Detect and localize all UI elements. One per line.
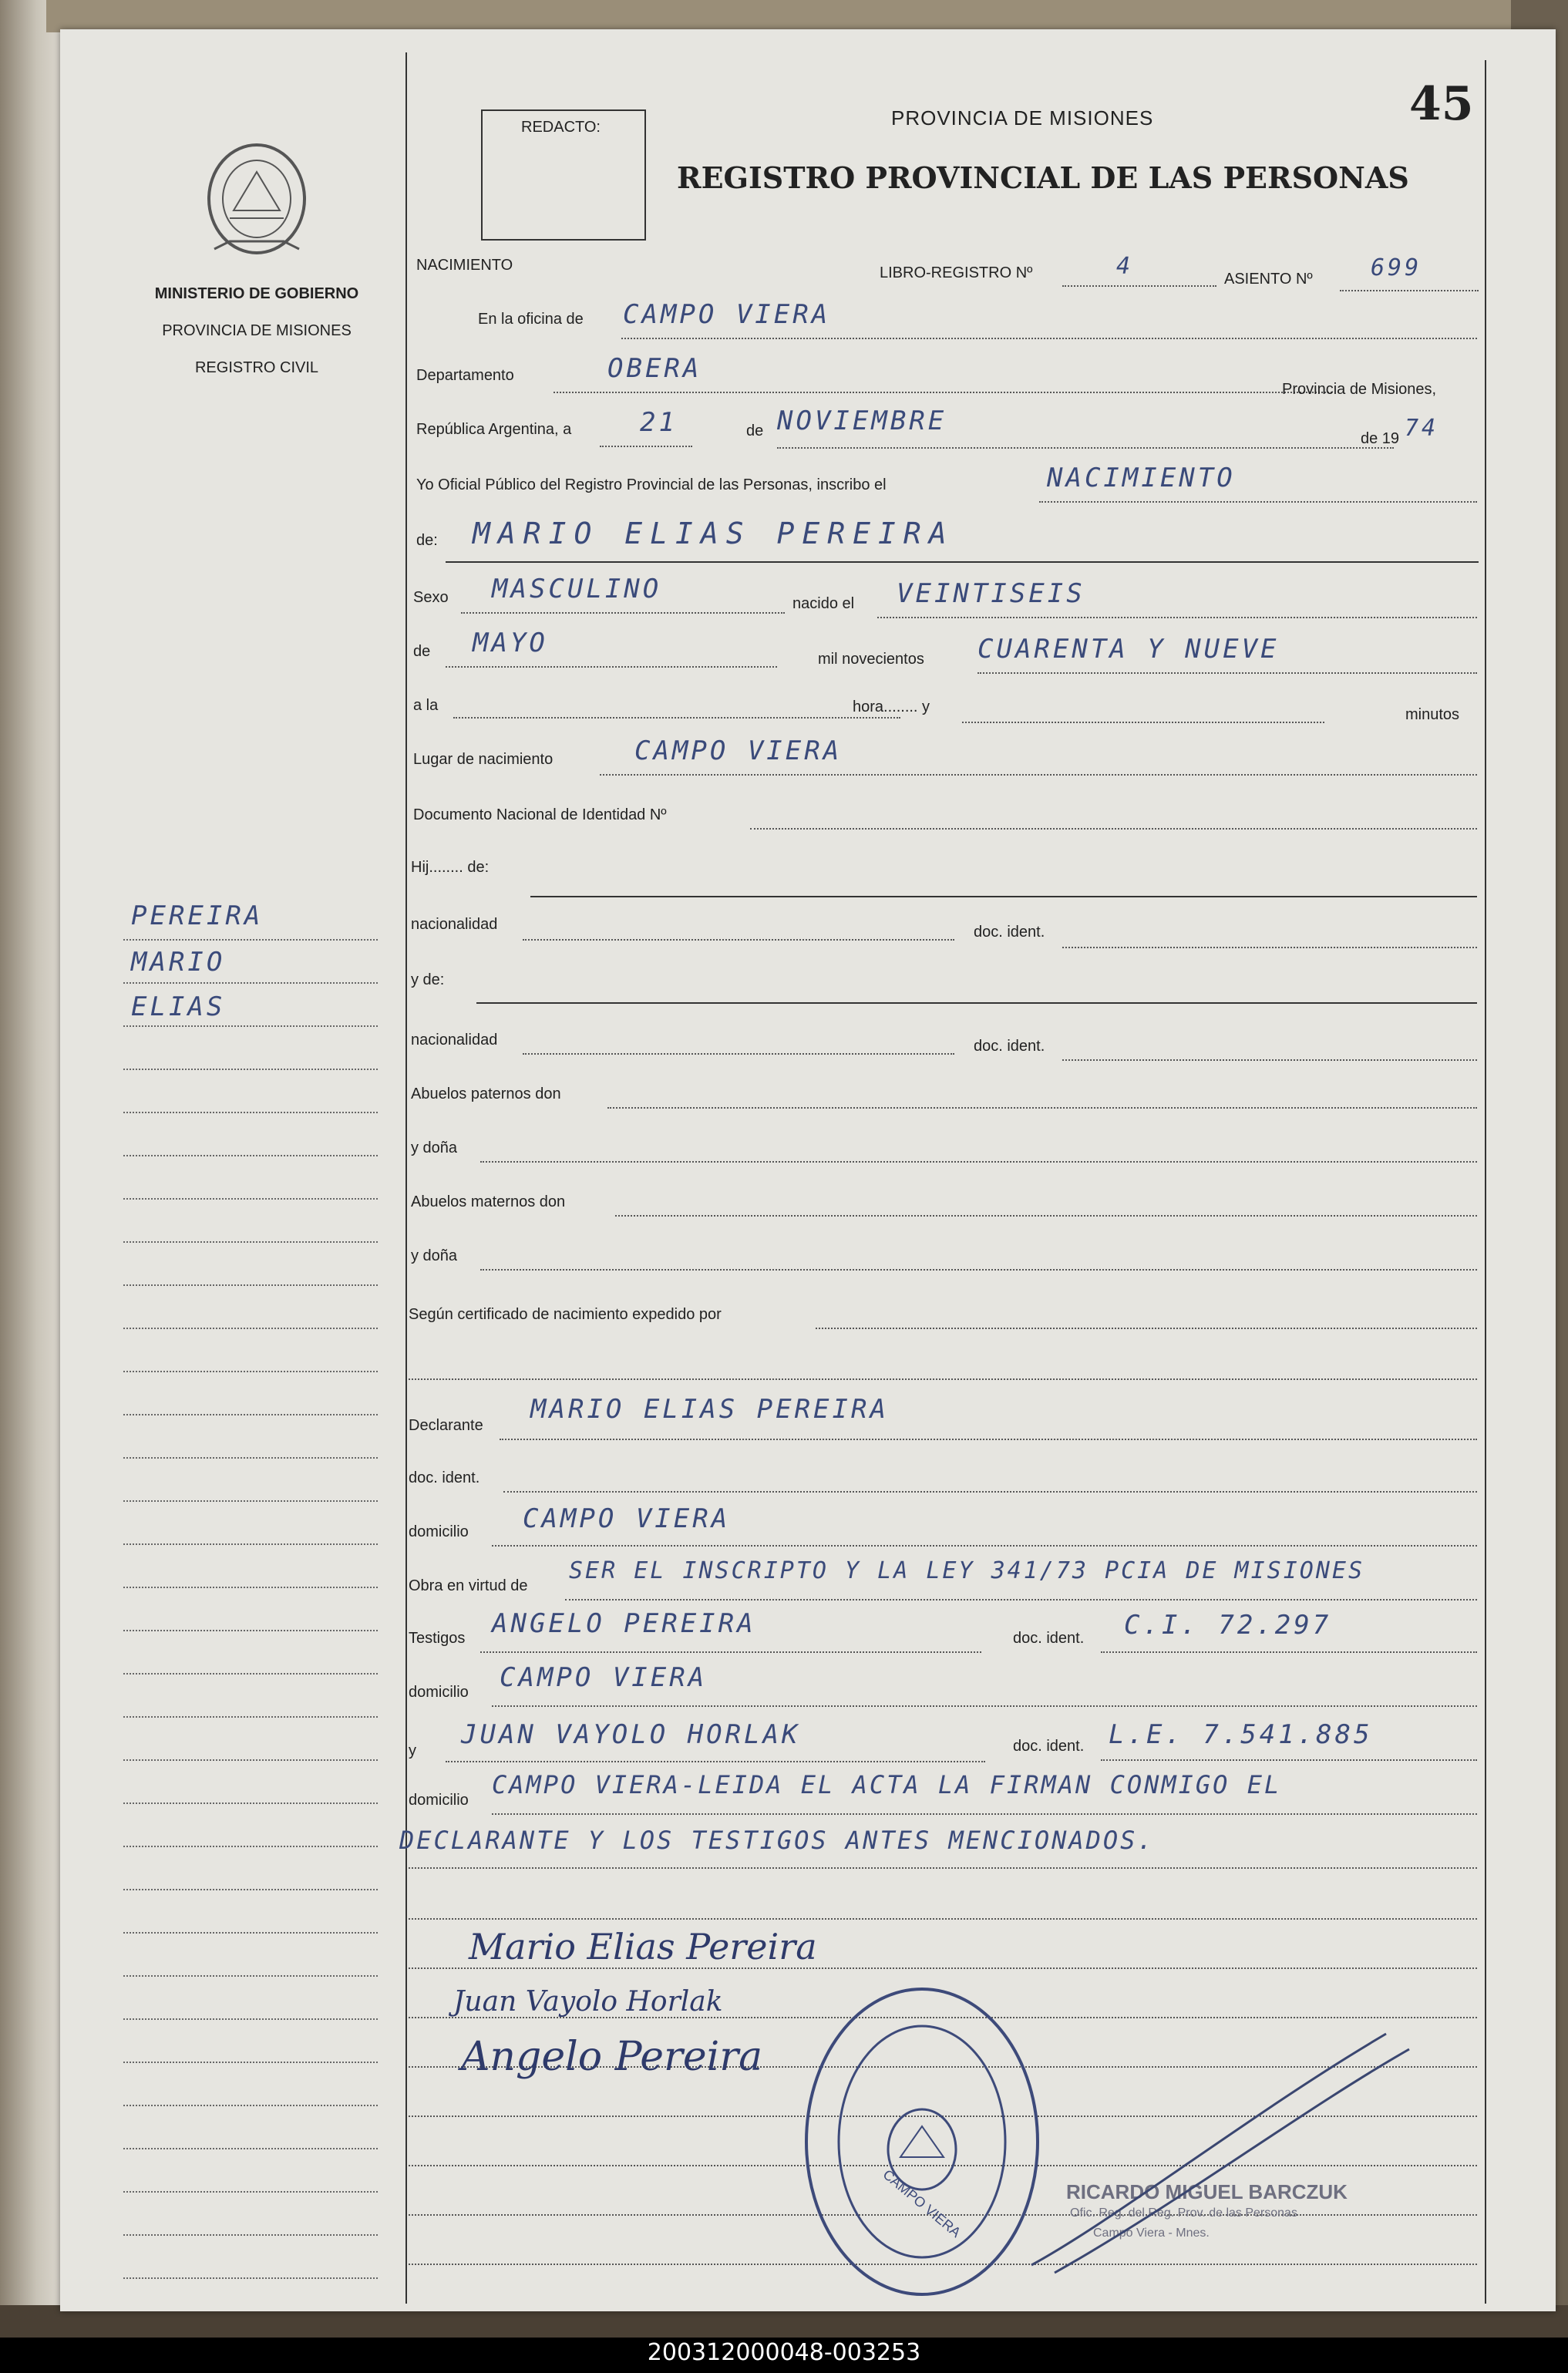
testigo2-doc-label: doc. ident. — [1013, 1738, 1085, 1755]
nacido-value: VEINTISEIS — [897, 578, 1085, 609]
obra-label: Obra en virtud de — [409, 1577, 528, 1594]
libro-value: 4 — [1116, 253, 1134, 280]
margin-ruled-line — [123, 2234, 378, 2236]
domicilio1-label: domicilio — [409, 1523, 469, 1540]
testigos-label: Testigos — [409, 1630, 466, 1647]
testigo1-doc: C.I. 72.297 — [1124, 1610, 1332, 1641]
margin-ruled-line — [123, 1414, 378, 1415]
domicilio3-label: domicilio — [409, 1792, 469, 1809]
official-title: Ofic. Reg. del Reg. Prov. de las Personas — [1070, 2206, 1297, 2220]
dia-value: 21 — [640, 407, 678, 438]
mes-value: NOVIEMBRE — [777, 406, 947, 436]
hij-label: Hij........ de: — [411, 859, 490, 876]
de2-label: de: — [416, 532, 438, 549]
lugar-value: CAMPO VIERA — [634, 735, 843, 766]
margin-ruled-line — [123, 1716, 378, 1718]
nacido-label: nacido el — [792, 595, 855, 612]
continuation-value: DECLARANTE Y LOS TESTIGOS ANTES MENCIONADOS. — [399, 1826, 1155, 1855]
margin-ruled-line — [123, 2105, 378, 2106]
margin-ruled-line — [123, 1975, 378, 1977]
signature-ruled-line — [409, 1967, 1477, 1969]
testigo2-value: JUAN VAYOLO HORLAK — [461, 1719, 801, 1750]
ministry-label: MINISTERIO DE GOBIERNO — [154, 285, 359, 302]
anio-nac-value: CUARENTA Y NUEVE — [977, 634, 1280, 665]
margin-ruled-line — [123, 1198, 378, 1200]
margin-ruled-line — [123, 1802, 378, 1804]
margin-ruled-line — [123, 1500, 378, 1502]
mil-label: mil novecientos — [818, 651, 924, 668]
obra-value: SER EL INSCRIPTO Y LA LEY 341/73 PCIA DE MISIONES — [569, 1557, 1365, 1584]
margin-ruled-line — [123, 1025, 378, 1027]
official-seal — [799, 1980, 1045, 2304]
ydona1-label: y doña — [411, 1139, 458, 1156]
docident1-label: doc. ident. — [974, 924, 1045, 941]
margin-ruled-line — [123, 1284, 378, 1286]
libro-label: LIBRO-REGISTRO Nº — [880, 264, 1033, 281]
registry-title: REGISTRO PROVINCIAL DE LAS PERSONAS — [677, 160, 1409, 195]
docident3-label: doc. ident. — [409, 1469, 480, 1486]
dni-label: Documento Nacional de Identidad Nº — [413, 806, 667, 823]
nacionalidad1-label: nacionalidad — [411, 916, 498, 933]
margin-ruled-line — [123, 1759, 378, 1761]
sexo-value: MASCULINO — [492, 574, 662, 604]
declarante-value: MARIO ELIAS PEREIRA — [530, 1394, 889, 1425]
margin-name-second: ELIAS — [131, 991, 226, 1022]
margin-ruled-line — [123, 1543, 378, 1545]
asiento-label: ASIENTO Nº — [1224, 271, 1313, 288]
margin-ruled-line — [123, 2062, 378, 2063]
image-caption: 200312000048-003253 — [647, 2339, 921, 2366]
abuelos-mat-label: Abuelos maternos don — [411, 1193, 566, 1210]
abuelos-pat-label: Abuelos paternos don — [411, 1086, 561, 1102]
republica-label: República Argentina, a — [416, 421, 572, 438]
docident2-label: doc. ident. — [974, 1038, 1045, 1055]
margin-ruled-line — [123, 1457, 378, 1459]
de3-label: de — [413, 643, 431, 660]
testigo2-doc: L.E. 7.541.885 — [1109, 1719, 1373, 1750]
testigo1-doc-label: doc. ident. — [1013, 1630, 1085, 1647]
asiento-value: 699 — [1371, 254, 1422, 281]
province-label-left: PROVINCIA DE MISIONES — [162, 322, 352, 339]
official-signature — [1024, 2018, 1425, 2280]
margin-ruled-line — [123, 939, 378, 941]
sexo-label: Sexo — [413, 589, 449, 606]
departamento-value: OBERA — [607, 353, 702, 384]
domicilio2-label: domicilio — [409, 1684, 469, 1701]
oficial-label: Yo Oficial Público del Registro Provincial de las Personas, inscribo el — [416, 476, 887, 493]
anio-value: 74 — [1405, 415, 1439, 442]
signature-ruled-line — [409, 1918, 1477, 1920]
margin-ruled-line — [123, 2148, 378, 2149]
redacto-label: REDACTO: — [521, 119, 601, 136]
margin-ruled-line — [123, 1155, 378, 1156]
margin-ruled-line — [123, 1371, 378, 1372]
testigo1-value: ANGELO PEREIRA — [492, 1608, 756, 1639]
margin-ruled-line — [123, 1241, 378, 1243]
domicilio1-value: CAMPO VIERA — [523, 1503, 731, 1534]
ala-label: a la — [413, 697, 439, 714]
oficina-value: CAMPO VIERA — [623, 299, 831, 330]
book-spine — [0, 0, 62, 2336]
margin-ruled-line — [123, 1328, 378, 1329]
margin-ruled-line — [123, 1587, 378, 1588]
domicilio2-value: CAMPO VIERA — [500, 1662, 708, 1693]
official-name: RICARDO MIGUEL BARCZUK — [1066, 2180, 1348, 2203]
yde-label: y de: — [411, 971, 445, 988]
right-margin-rule — [1485, 60, 1486, 2304]
official-place: Campo Viera - Mnes. — [1093, 2227, 1210, 2240]
certificado-label: Según certificado de nacimiento expedido por — [409, 1306, 722, 1323]
page-number: 45 — [1409, 77, 1474, 131]
nacionalidad2-label: nacionalidad — [411, 1032, 498, 1048]
y-label: y — [409, 1742, 416, 1759]
margin-ruled-line — [123, 1889, 378, 1890]
margin-ruled-line — [123, 1112, 378, 1113]
province-seal-icon — [199, 141, 315, 264]
nacimiento-label: NACIMIENTO — [416, 257, 513, 274]
margin-ruled-line — [123, 1630, 378, 1631]
margin-ruled-line — [123, 2277, 378, 2279]
oficial-value: NACIMIENTO — [1047, 463, 1236, 493]
registry-label-left: REGISTRO CIVIL — [194, 359, 319, 376]
oficina-label: En la oficina de — [478, 311, 584, 328]
margin-ruled-line — [123, 2191, 378, 2193]
margin-ruled-line — [123, 2018, 378, 2020]
margin-ruled-line — [123, 982, 378, 984]
mes-nac-value: MAYO — [473, 628, 548, 658]
minutos-label: minutos — [1405, 706, 1460, 723]
margin-name-surname: PEREIRA — [131, 900, 264, 931]
margin-ruled-line — [123, 1673, 378, 1675]
domicilio3-value: CAMPO VIERA-LEIDA EL ACTA LA FIRMAN CONMIGO EL — [492, 1770, 1282, 1799]
province-title: PROVINCIA DE MISIONES — [891, 106, 1154, 130]
registry-page — [60, 29, 1556, 2311]
hora-label: hora........ y — [853, 698, 930, 715]
declarante-label: Declarante — [409, 1417, 483, 1434]
margin-ruled-line — [123, 1069, 378, 1070]
margin-name-first: MARIO — [131, 947, 226, 978]
signature-testigo1: Angelo Pereira — [461, 2034, 763, 2080]
left-column-rule — [405, 52, 407, 2304]
lugar-label: Lugar de nacimiento — [413, 751, 554, 768]
de-label: de — [746, 422, 764, 439]
background-top — [46, 0, 1511, 32]
signature-testigo2: Juan Vayolo Horlak — [453, 1986, 723, 2018]
seal-center-text: CAMPO VIERA — [880, 2166, 964, 2240]
redacto-box — [481, 109, 646, 241]
departamento-label: Departamento — [416, 367, 514, 384]
provincia-suffix: Provincia de Misiones, — [1282, 381, 1437, 398]
ydona2-label: y doña — [411, 1247, 458, 1264]
signature-declarante: Mario Elias Pereira — [469, 1926, 817, 1967]
margin-ruled-line — [123, 1846, 378, 1847]
margin-ruled-line — [123, 1932, 378, 1934]
persona-value: MARIO ELIAS PEREIRA — [473, 517, 954, 550]
anio-label: de 19 — [1361, 430, 1400, 447]
